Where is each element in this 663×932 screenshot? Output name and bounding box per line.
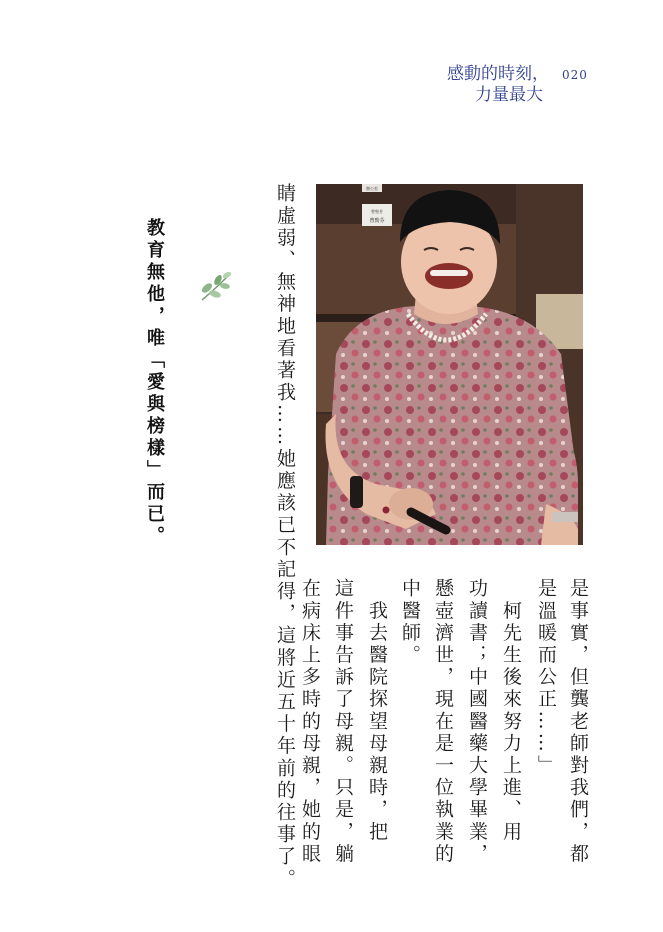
sign-top-text: 辦公室 xyxy=(366,186,378,191)
body-column-8: 這件事告訴了母親。只是，躺 xyxy=(332,578,354,866)
body-column-9: 在病床上多時的母親，她的眼 xyxy=(299,578,321,866)
body-column-5: 懸壺濟世，現在是一位執業的 xyxy=(432,578,454,866)
body-column-4: 功讀書；中國醫藥大學畢業， xyxy=(466,578,488,866)
sign-name-text: 曾勁芬 xyxy=(369,218,385,224)
chapter-title-line2: 力量最大 xyxy=(475,85,543,105)
page-number: 020 xyxy=(562,68,588,82)
photo-elderly-woman-smiling xyxy=(316,184,583,545)
body-column-left: 睛虛弱、無神地看著我……她應該已不記得，這將近五十年前的往事了。 xyxy=(274,183,296,891)
pull-quote: 教育無他，唯「愛與榜樣」而已。 xyxy=(144,218,165,548)
body-column-7: 我去醫院探望母親時，把 xyxy=(366,578,388,844)
body-column-3: 柯先生後來努力上進、用 xyxy=(500,578,522,844)
body-column-1: 是事實，但龔老師對我們，都 xyxy=(567,578,589,866)
body-column-2: 是溫暖而公正……」 xyxy=(535,578,557,777)
chapter-title-line1: 感動的時刻， xyxy=(447,64,549,84)
leaf-sprig-icon xyxy=(196,266,236,306)
body-column-6: 中醫師。 xyxy=(399,578,421,667)
sign-small-text: 曾聖芳 xyxy=(371,209,383,214)
chapter-title xyxy=(447,64,549,106)
